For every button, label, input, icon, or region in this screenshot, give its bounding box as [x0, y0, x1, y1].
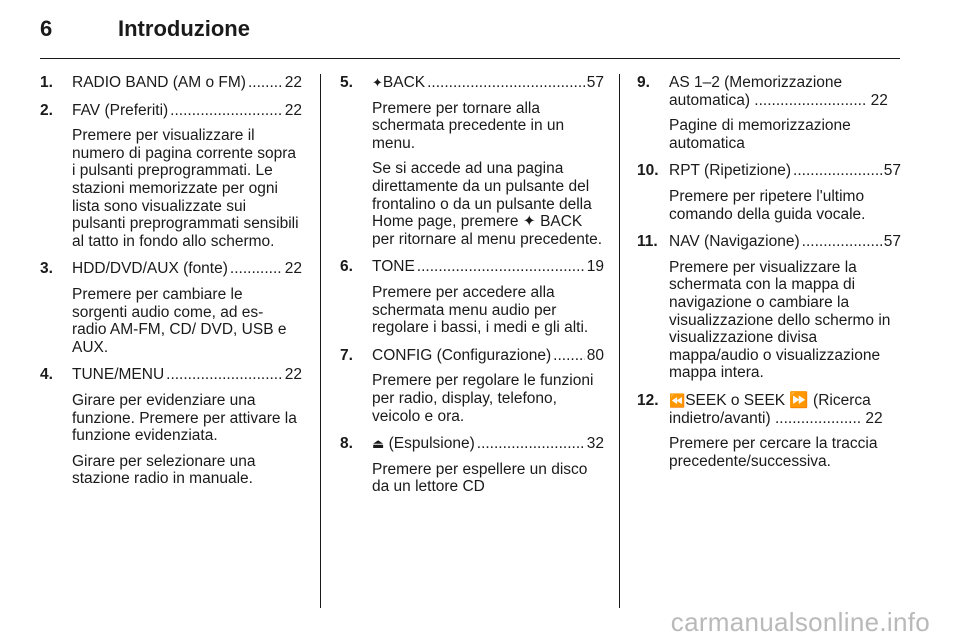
page-ref: 22: [284, 101, 302, 119]
watermark: carmanualsonline.info: [670, 607, 930, 637]
item-number: 3.: [40, 260, 53, 278]
column-2: [340, 74, 604, 506]
page-title: Introduzione: [118, 16, 250, 41]
item-description: Premere per espellere un disco da un lettore CD: [372, 460, 588, 496]
item-label: RADIO BAND (AM o FM): [72, 74, 246, 91]
page-ref: 57: [586, 74, 604, 91]
page-number: 6: [40, 16, 53, 41]
list-item: [637, 162, 901, 223]
list-item: 12. ⏪SEEK o SEEK ⏩ (Ricerca indietro/avanti) .................... 22 Premere per cercare la traccia precedente/successiva.: [637, 392, 901, 470]
item-number: 9.: [637, 74, 650, 91]
item-label: FAV (Preferiti): [72, 101, 169, 119]
list-item: [40, 102, 302, 251]
item-description: Girare per evidenziare una funzione. Premere per attivare la funzione evidenziata.: [72, 391, 297, 445]
page-ref: 22: [284, 260, 302, 278]
item-number: 11.: [637, 233, 658, 251]
page-ref: 22: [284, 74, 302, 91]
page-ref: 80: [586, 346, 604, 364]
item-description: Pagine di memorizzazione automatica: [669, 117, 851, 152]
rewind-icon: ⏪: [669, 392, 686, 408]
item-number: 6.: [340, 258, 353, 276]
item-label: RPT (Ripetizione): [669, 162, 792, 180]
column-1: [40, 74, 302, 498]
item-label: TUNE/MENU: [72, 366, 165, 384]
list-item: [637, 233, 901, 382]
item-label: TONE: [372, 258, 415, 276]
list-item: [40, 74, 302, 92]
item-number: 4.: [40, 366, 53, 384]
list-item: [40, 366, 302, 488]
item-description: Girare per selezionare una stazione radio in manuale.: [72, 452, 256, 488]
item-description: Premere per tornare alla schermata precedente in un menu.: [372, 99, 565, 152]
item-number: 2.: [40, 101, 53, 119]
item-description: Premere per cercare la traccia precedente/successiva.: [669, 435, 878, 470]
page-ref: 19: [586, 258, 604, 276]
item-description: Premere per accedere alla schermata menu audio per regolare i bassi, i medi e gli alti.: [372, 283, 589, 337]
item-description: Se si accede ad una pagina direttamente da un pulsante del frontalino o da un pulsante della Home page, premere ✦ BACK per ritornare al menu precedente.: [372, 160, 603, 248]
list-item: [340, 74, 604, 248]
item-number: 1.: [40, 74, 53, 91]
item-number: 5.: [340, 74, 353, 91]
column-divider: [619, 74, 620, 608]
list-item: [340, 258, 604, 336]
page-ref: 22: [865, 409, 883, 427]
item-description: Premere per ripetere l'ultimo comando della guida vocale.: [669, 187, 866, 223]
page-ref: 57: [883, 233, 901, 251]
page-ref: 32: [586, 435, 604, 453]
item-number: 12.: [637, 391, 659, 409]
column-3: [637, 74, 901, 480]
item-number: 10.: [637, 162, 659, 180]
item-label: (Espulsione): [388, 435, 475, 453]
eject-icon: ⏏: [372, 436, 385, 452]
page-ref: 22: [284, 366, 302, 384]
item-label: AS 1–2 (Memorizzazione automatica): [669, 74, 843, 109]
back-diamond-icon: ✦: [372, 75, 383, 90]
item-label: CONFIG (Configurazione): [372, 346, 552, 364]
list-item: [340, 435, 604, 496]
column-divider: [320, 74, 321, 608]
item-label: SEEK o SEEK ⏩ (Ricerca indietro/avanti): [669, 391, 871, 427]
item-label: NAV (Navigazione): [669, 233, 800, 251]
item-description: Premere per visualizzare la schermata con la mappa di navigazione o cambiare la visualizzazione dello schermo in visualizzazione divisa mappa/audio o visualizzazione mappa intera.: [669, 258, 891, 382]
header-divider: [40, 58, 900, 59]
item-description: Premere per cambiare le sorgenti audio come, ad es- radio AM-FM, CD/ DVD, USB e AUX.: [72, 285, 287, 356]
page-ref: 57: [883, 162, 901, 180]
list-item: [340, 347, 604, 425]
list-item: [40, 260, 302, 356]
page-ref: 22: [870, 91, 888, 109]
item-number: 7.: [340, 346, 353, 364]
item-label: HDD/DVD/AUX (fonte): [72, 260, 228, 278]
item-label: BACK: [382, 74, 426, 91]
page-header: [40, 16, 920, 50]
item-description: Premere per visualizzare il numero di pagina corrente sopra i pulsanti preprogrammati. Le stazioni memorizzate per ogni lista sono visualizzate sui pulsanti preprogrammati sensibili al tatto in fondo allo schermo.: [72, 127, 299, 250]
item-number: 8.: [340, 435, 353, 453]
item-description: Premere per regolare le funzioni per radio, display, telefono, veicolo e ora.: [372, 372, 594, 425]
list-item: 9. AS 1–2 (Memorizzazione automatica) .......................... 22 Pagine di memorizzazione automatica: [637, 74, 901, 152]
